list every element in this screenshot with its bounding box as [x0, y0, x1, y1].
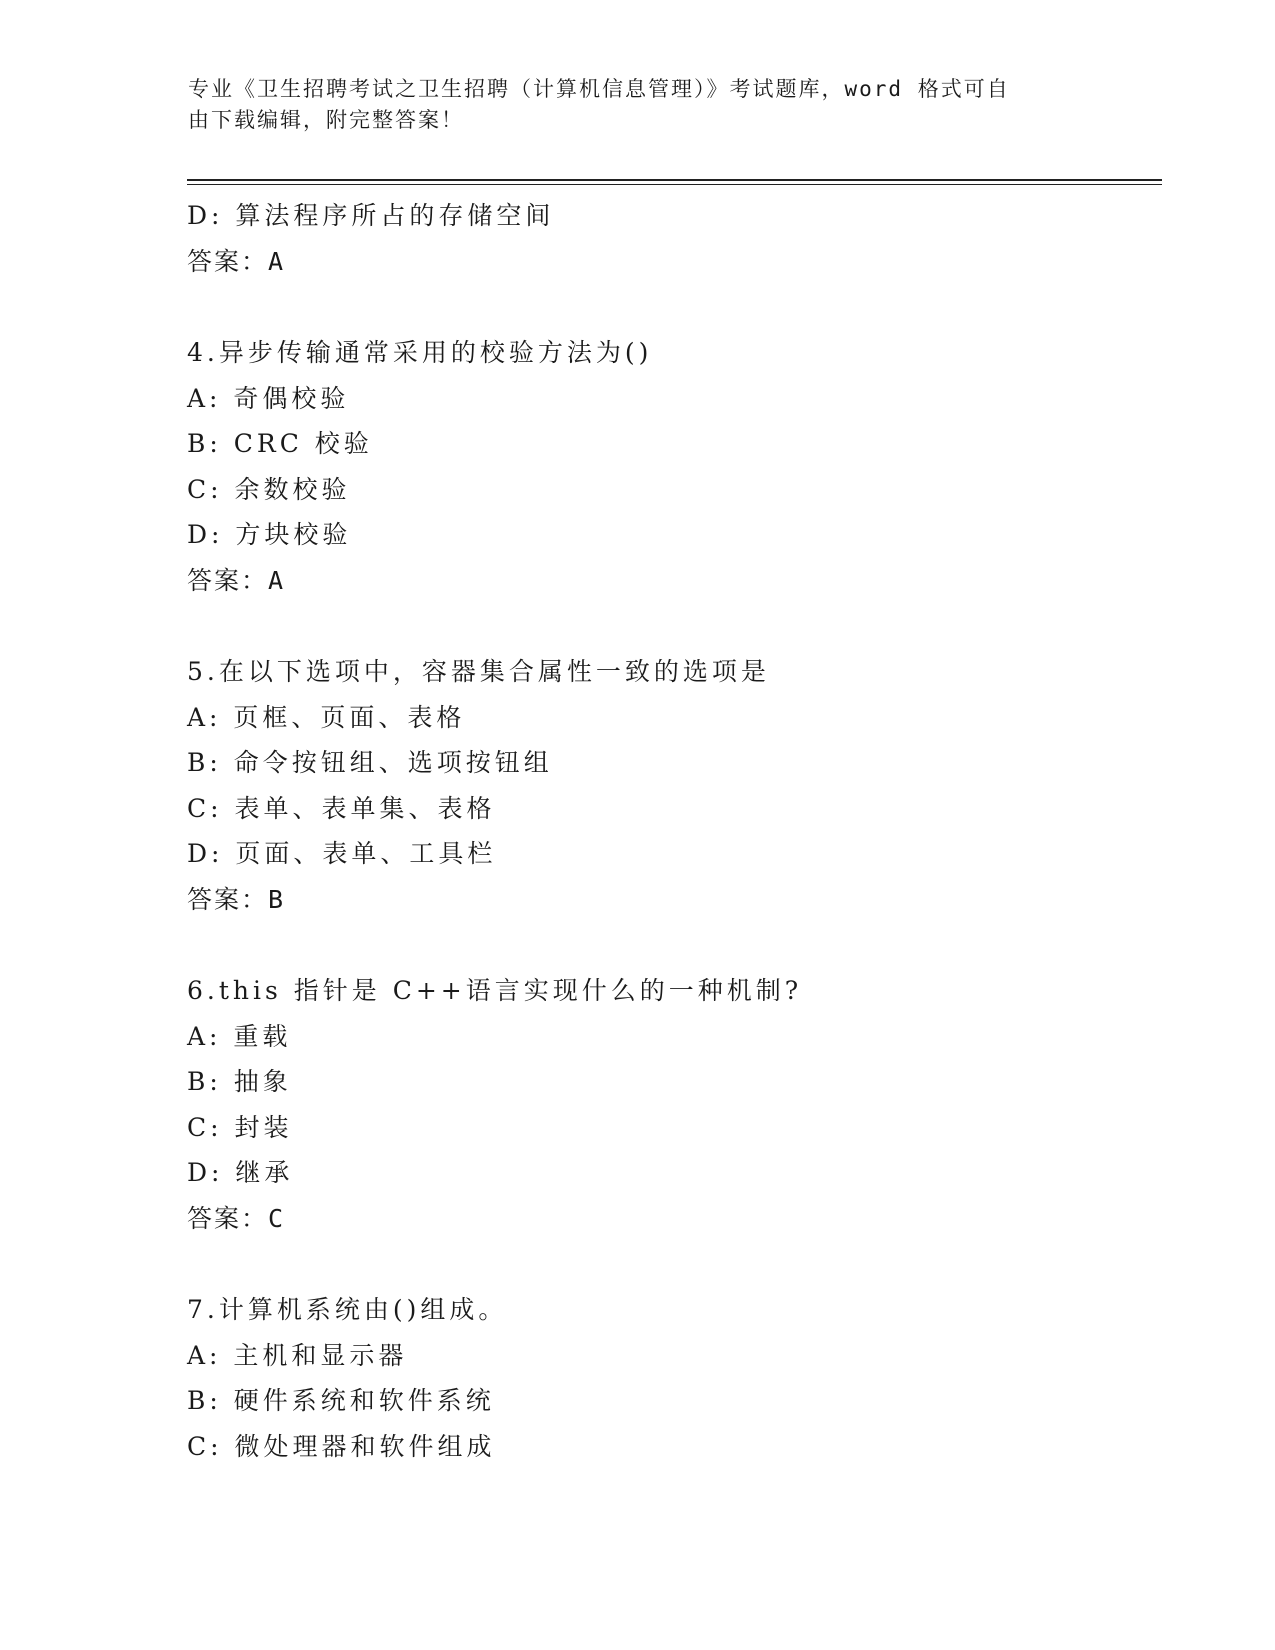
- option-a: A: 重载: [187, 1021, 292, 1051]
- answer-line: [187, 1196, 1167, 1242]
- option-d: D: 算法程序所占的存储空间: [187, 201, 555, 230]
- answer-label: 答案：: [187, 884, 269, 914]
- answer-line: [187, 558, 1167, 604]
- document-header: [188, 74, 1088, 136]
- answer-label: 答案：: [187, 1203, 269, 1233]
- question-list: [187, 193, 1167, 1469]
- option-a: A: 主机和显示器: [187, 1340, 408, 1370]
- option-c: C: 微处理器和软件组成: [187, 1431, 496, 1461]
- option-b: B: 抽象: [187, 1067, 292, 1096]
- option-c: C: 表单、表单集、表格: [187, 793, 496, 823]
- option-b: B: 硬件系统和软件系统: [187, 1386, 495, 1415]
- answer-line: [187, 239, 1167, 285]
- option-d: D: 继承: [187, 1158, 294, 1187]
- answer-line: [187, 877, 1167, 923]
- option-c: C: 封装: [187, 1112, 293, 1142]
- option-c: C: 余数校验: [187, 474, 351, 504]
- question-stem: 7.计算机系统由()组成。: [187, 1295, 508, 1324]
- option-b: B: 命令按钮组、选项按钮组: [187, 748, 553, 777]
- option-d: D: 方块校验: [187, 520, 352, 549]
- question-stem: 5.在以下选项中，容器集合属性一致的选项是: [187, 657, 770, 686]
- option-a: A: 奇偶校验: [187, 383, 350, 413]
- question-7: [187, 1287, 1167, 1469]
- answer-value: B: [268, 884, 284, 914]
- question-stem: 4.异步传输通常采用的校验方法为(): [187, 338, 653, 367]
- question-stem: 6.this 指针是 C++语言实现什么的一种机制?: [187, 976, 803, 1005]
- question-6: [187, 968, 1167, 1241]
- answer-label: 答案：: [187, 246, 269, 276]
- spacer: [187, 922, 1167, 968]
- answer-label: 答案：: [187, 565, 269, 595]
- header-divider: [187, 179, 1162, 185]
- header-line-2: 由下载编辑，附完整答案！: [188, 108, 464, 132]
- spacer: [187, 284, 1167, 330]
- question-5: [187, 649, 1167, 922]
- answer-value: A: [268, 565, 284, 595]
- answer-value: A: [268, 246, 284, 276]
- header-line-1: 专业《卫生招聘考试之卫生招聘（计算机信息管理）》考试题库，word 格式可自: [188, 77, 1010, 101]
- spacer: [187, 1241, 1167, 1287]
- option-d: D: 页面、表单、工具栏: [187, 839, 497, 868]
- answer-value: C: [268, 1203, 284, 1233]
- option-b: B: CRC 校验: [187, 429, 373, 458]
- spacer: [187, 603, 1167, 649]
- option-a: A: 页框、页面、表格: [187, 702, 466, 732]
- question-3-continuation: [187, 193, 1167, 284]
- question-4: [187, 330, 1167, 603]
